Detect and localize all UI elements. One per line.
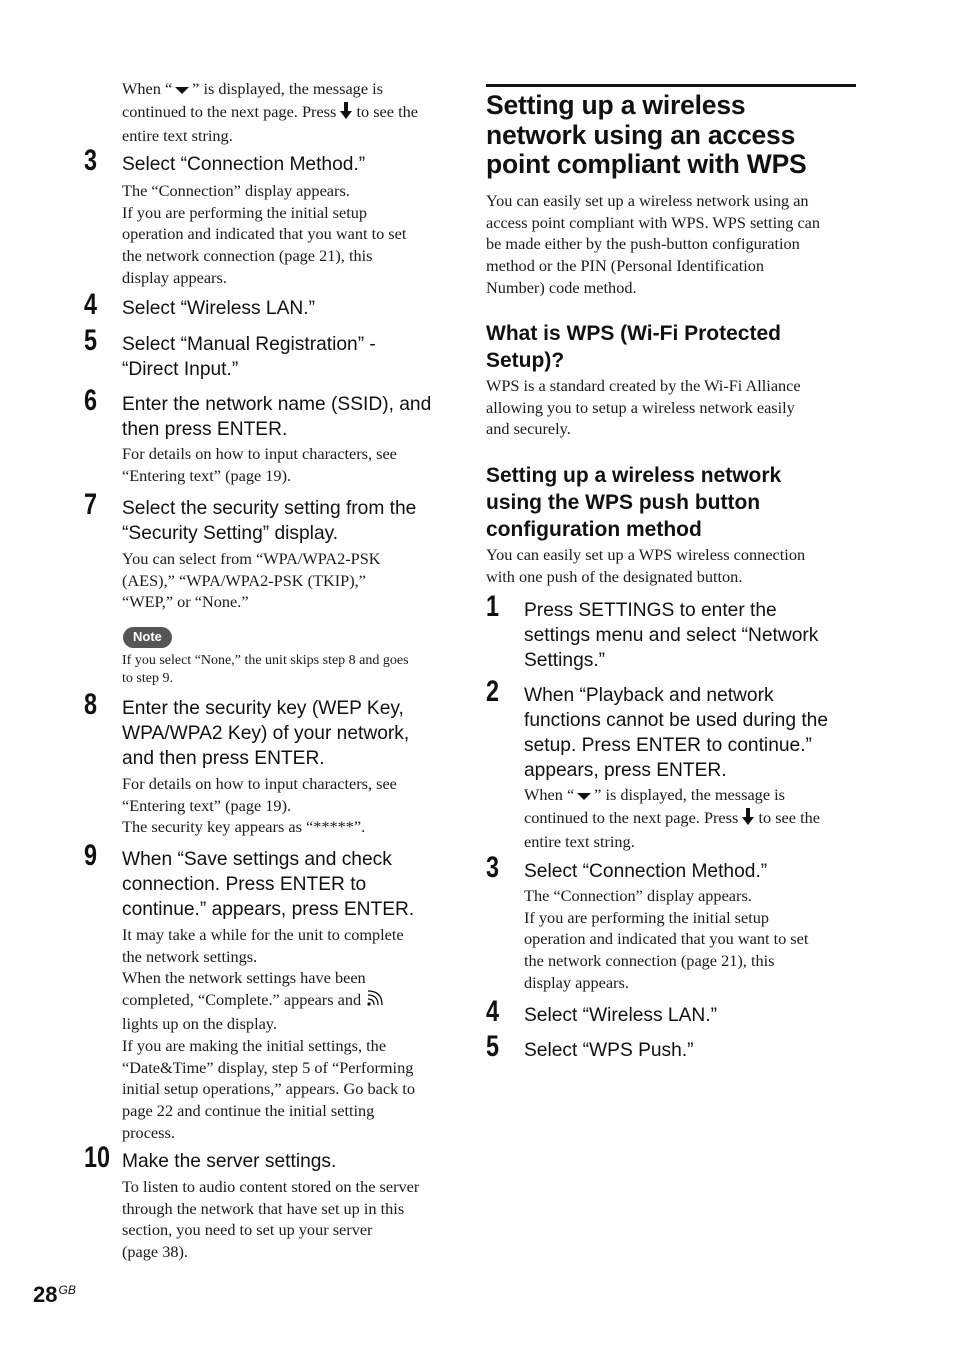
down-arrow-icon	[742, 808, 754, 832]
text: It may take a while for the unit to complete	[122, 925, 404, 944]
step-number: 8	[84, 688, 98, 721]
text: the network settings.	[122, 946, 258, 966]
step-number: 3	[486, 851, 500, 884]
text: be made either by the push-button configuration	[486, 234, 800, 254]
step-body	[122, 773, 467, 838]
text: “Direct Input.”	[122, 359, 239, 380]
text: functions cannot be used during the	[524, 710, 829, 731]
text: “Security Setting” display.	[122, 523, 339, 544]
text: Enter the security key (WEP Key,	[122, 698, 404, 719]
text: Select “Manual Registration” -	[122, 334, 376, 355]
text: WPA/WPA2 Key) of your network,	[122, 723, 410, 744]
text: When the network settings have been	[122, 968, 366, 988]
step-heading	[524, 683, 858, 783]
text: network using an access	[486, 119, 796, 150]
text: Setup)?	[486, 349, 565, 372]
text: using the WPS push button	[486, 491, 761, 514]
text: connection. Press ENTER to	[122, 874, 367, 895]
note-text	[122, 652, 467, 688]
text: point compliant with WPS	[486, 149, 807, 179]
note-badge: Note	[123, 627, 172, 648]
text: When “Playback and network	[524, 685, 774, 706]
section-intro	[486, 190, 856, 299]
step-number: 9	[84, 839, 98, 872]
text: initial setup operations,” appears. Go back to	[122, 1079, 415, 1099]
text: Setting up a wireless network	[486, 464, 782, 487]
step-heading	[122, 696, 467, 771]
text: the network connection (page 21), this	[122, 246, 373, 266]
scroll-down-arrow-icon	[172, 79, 192, 101]
step-heading: Select “WPS Push.”	[524, 1040, 694, 1061]
text: ” is displayed, the message is	[192, 79, 383, 98]
text: When “	[524, 785, 575, 804]
text: with one push of the designated button.	[486, 566, 743, 586]
text: Select the security setting from the	[122, 498, 417, 519]
text: (AES),” “WPA/WPA2-PSK (TKIP),”	[122, 570, 366, 590]
step-number: 5	[84, 324, 98, 357]
text: method or the PIN (Personal Identification	[486, 256, 765, 276]
text: continued to the next page. Press	[524, 808, 739, 828]
step-body	[524, 885, 858, 994]
step-number: 3	[84, 144, 98, 177]
text: and securely.	[486, 419, 571, 439]
text: completed, “Complete.” appears and	[122, 990, 362, 1010]
page-region-code: GB	[58, 1283, 76, 1297]
step-heading: Select “Wireless LAN.”	[524, 1005, 717, 1026]
text: You can select from “WPA/WPA2-PSK	[122, 549, 381, 568]
section-title	[486, 91, 866, 180]
text: If you are performing the initial setup	[122, 202, 368, 222]
text: lights up on the display.	[122, 1014, 277, 1034]
text: If you are making the initial settings, the	[122, 1035, 387, 1055]
text: When “	[122, 79, 173, 98]
text: process.	[122, 1122, 175, 1142]
text: access point compliant with WPS. WPS setting can	[486, 212, 821, 232]
text: The “Connection” display appears.	[524, 886, 752, 905]
step-heading	[122, 496, 467, 546]
page-number	[33, 1282, 76, 1308]
text: the network connection (page 21), this	[524, 951, 775, 971]
continuation-note	[122, 78, 462, 147]
step-number: 4	[84, 288, 98, 321]
what-is-wps-body	[486, 375, 856, 440]
step-heading: Select “Wireless LAN.”	[122, 298, 315, 319]
push-button-body	[486, 544, 856, 587]
step-body	[122, 443, 467, 486]
text: When “Save settings and check	[122, 849, 392, 870]
scroll-down-arrow-icon	[574, 785, 594, 807]
text: You can easily set up a WPS wireless connection	[486, 545, 806, 564]
text: display appears.	[122, 267, 227, 287]
text: “WEP,” or “None.”	[122, 592, 249, 612]
text: continue.” appears, press ENTER.	[122, 899, 415, 920]
text: (page 38).	[122, 1242, 188, 1262]
text: “Date&Time” display, step 5 of “Performing	[122, 1057, 414, 1077]
text: Press SETTINGS to enter the	[524, 600, 777, 621]
text: settings menu and select “Network	[524, 625, 819, 646]
step-heading: Make the server settings.	[122, 1151, 337, 1172]
text: Number) code method.	[486, 277, 637, 297]
step-number: 10	[84, 1141, 111, 1174]
text: and then press ENTER.	[122, 748, 325, 769]
text: Enter the network name (SSID), and	[122, 394, 432, 415]
text: For details on how to input characters, see	[122, 444, 397, 463]
subheading-what-is-wps	[486, 320, 856, 374]
text: For details on how to input characters, see	[122, 774, 397, 793]
text: The “Connection” display appears.	[122, 181, 350, 200]
step-body	[524, 784, 858, 853]
text: operation and indicated that you want to set	[122, 224, 407, 244]
text: through the network that have set up in this	[122, 1198, 405, 1218]
text: allowing you to setup a wireless network easily	[486, 397, 795, 417]
text: You can easily set up a wireless network using an	[486, 191, 809, 210]
text: If you are performing the initial setup	[524, 907, 770, 927]
text: operation and indicated that you want to set	[524, 929, 809, 949]
text: configuration method	[486, 518, 702, 541]
text: “Entering text” (page 19).	[122, 795, 292, 815]
step-body	[122, 180, 462, 289]
step-heading	[122, 332, 467, 382]
text: To listen to audio content stored on the server	[122, 1177, 420, 1196]
step-number: 2	[486, 675, 500, 708]
step-number: 5	[486, 1030, 500, 1063]
text: appears, press ENTER.	[524, 760, 727, 781]
text: setup. Press ENTER to continue.”	[524, 735, 812, 756]
text: then press ENTER.	[122, 419, 288, 440]
step-heading	[122, 392, 467, 442]
text: “Entering text” (page 19).	[122, 465, 292, 485]
text: section, you need to set up your server	[122, 1220, 373, 1240]
step-heading	[122, 847, 467, 922]
step-heading: Select “Connection Method.”	[122, 154, 366, 175]
title-rule	[486, 84, 856, 87]
text: If you select “None,” the unit skips step 8 and goes	[122, 653, 409, 668]
step-number: 6	[84, 384, 98, 417]
subheading-push-button	[486, 462, 856, 543]
step-number: 7	[84, 488, 98, 521]
step-body	[122, 1176, 467, 1263]
text: What is WPS (Wi-Fi Protected	[486, 322, 781, 345]
text: The security key appears as “*****”.	[122, 817, 366, 837]
step-number: 4	[486, 995, 500, 1028]
text: entire text string.	[524, 832, 635, 852]
text: ” is displayed, the message is	[594, 785, 785, 804]
wireless-signal-icon	[365, 990, 383, 1014]
step-number: 1	[486, 590, 500, 623]
text: WPS is a standard created by the Wi-Fi Alliance	[486, 376, 801, 395]
text: to step 9.	[122, 671, 173, 686]
step-body	[122, 924, 467, 1143]
text: continued to the next page. Press	[122, 102, 337, 122]
page-number-value: 28	[33, 1282, 58, 1307]
text: page 22 and continue the initial setting	[122, 1101, 375, 1121]
text: entire text string.	[122, 126, 233, 146]
down-arrow-icon	[340, 102, 352, 126]
text: to see the	[758, 808, 820, 828]
text: Setting up a wireless	[486, 90, 746, 120]
text: Settings.”	[524, 650, 606, 671]
text: display appears.	[524, 972, 629, 992]
text: to see the	[356, 102, 418, 122]
step-heading	[524, 598, 858, 673]
step-heading: Select “Connection Method.”	[524, 861, 768, 882]
step-body	[122, 548, 467, 613]
